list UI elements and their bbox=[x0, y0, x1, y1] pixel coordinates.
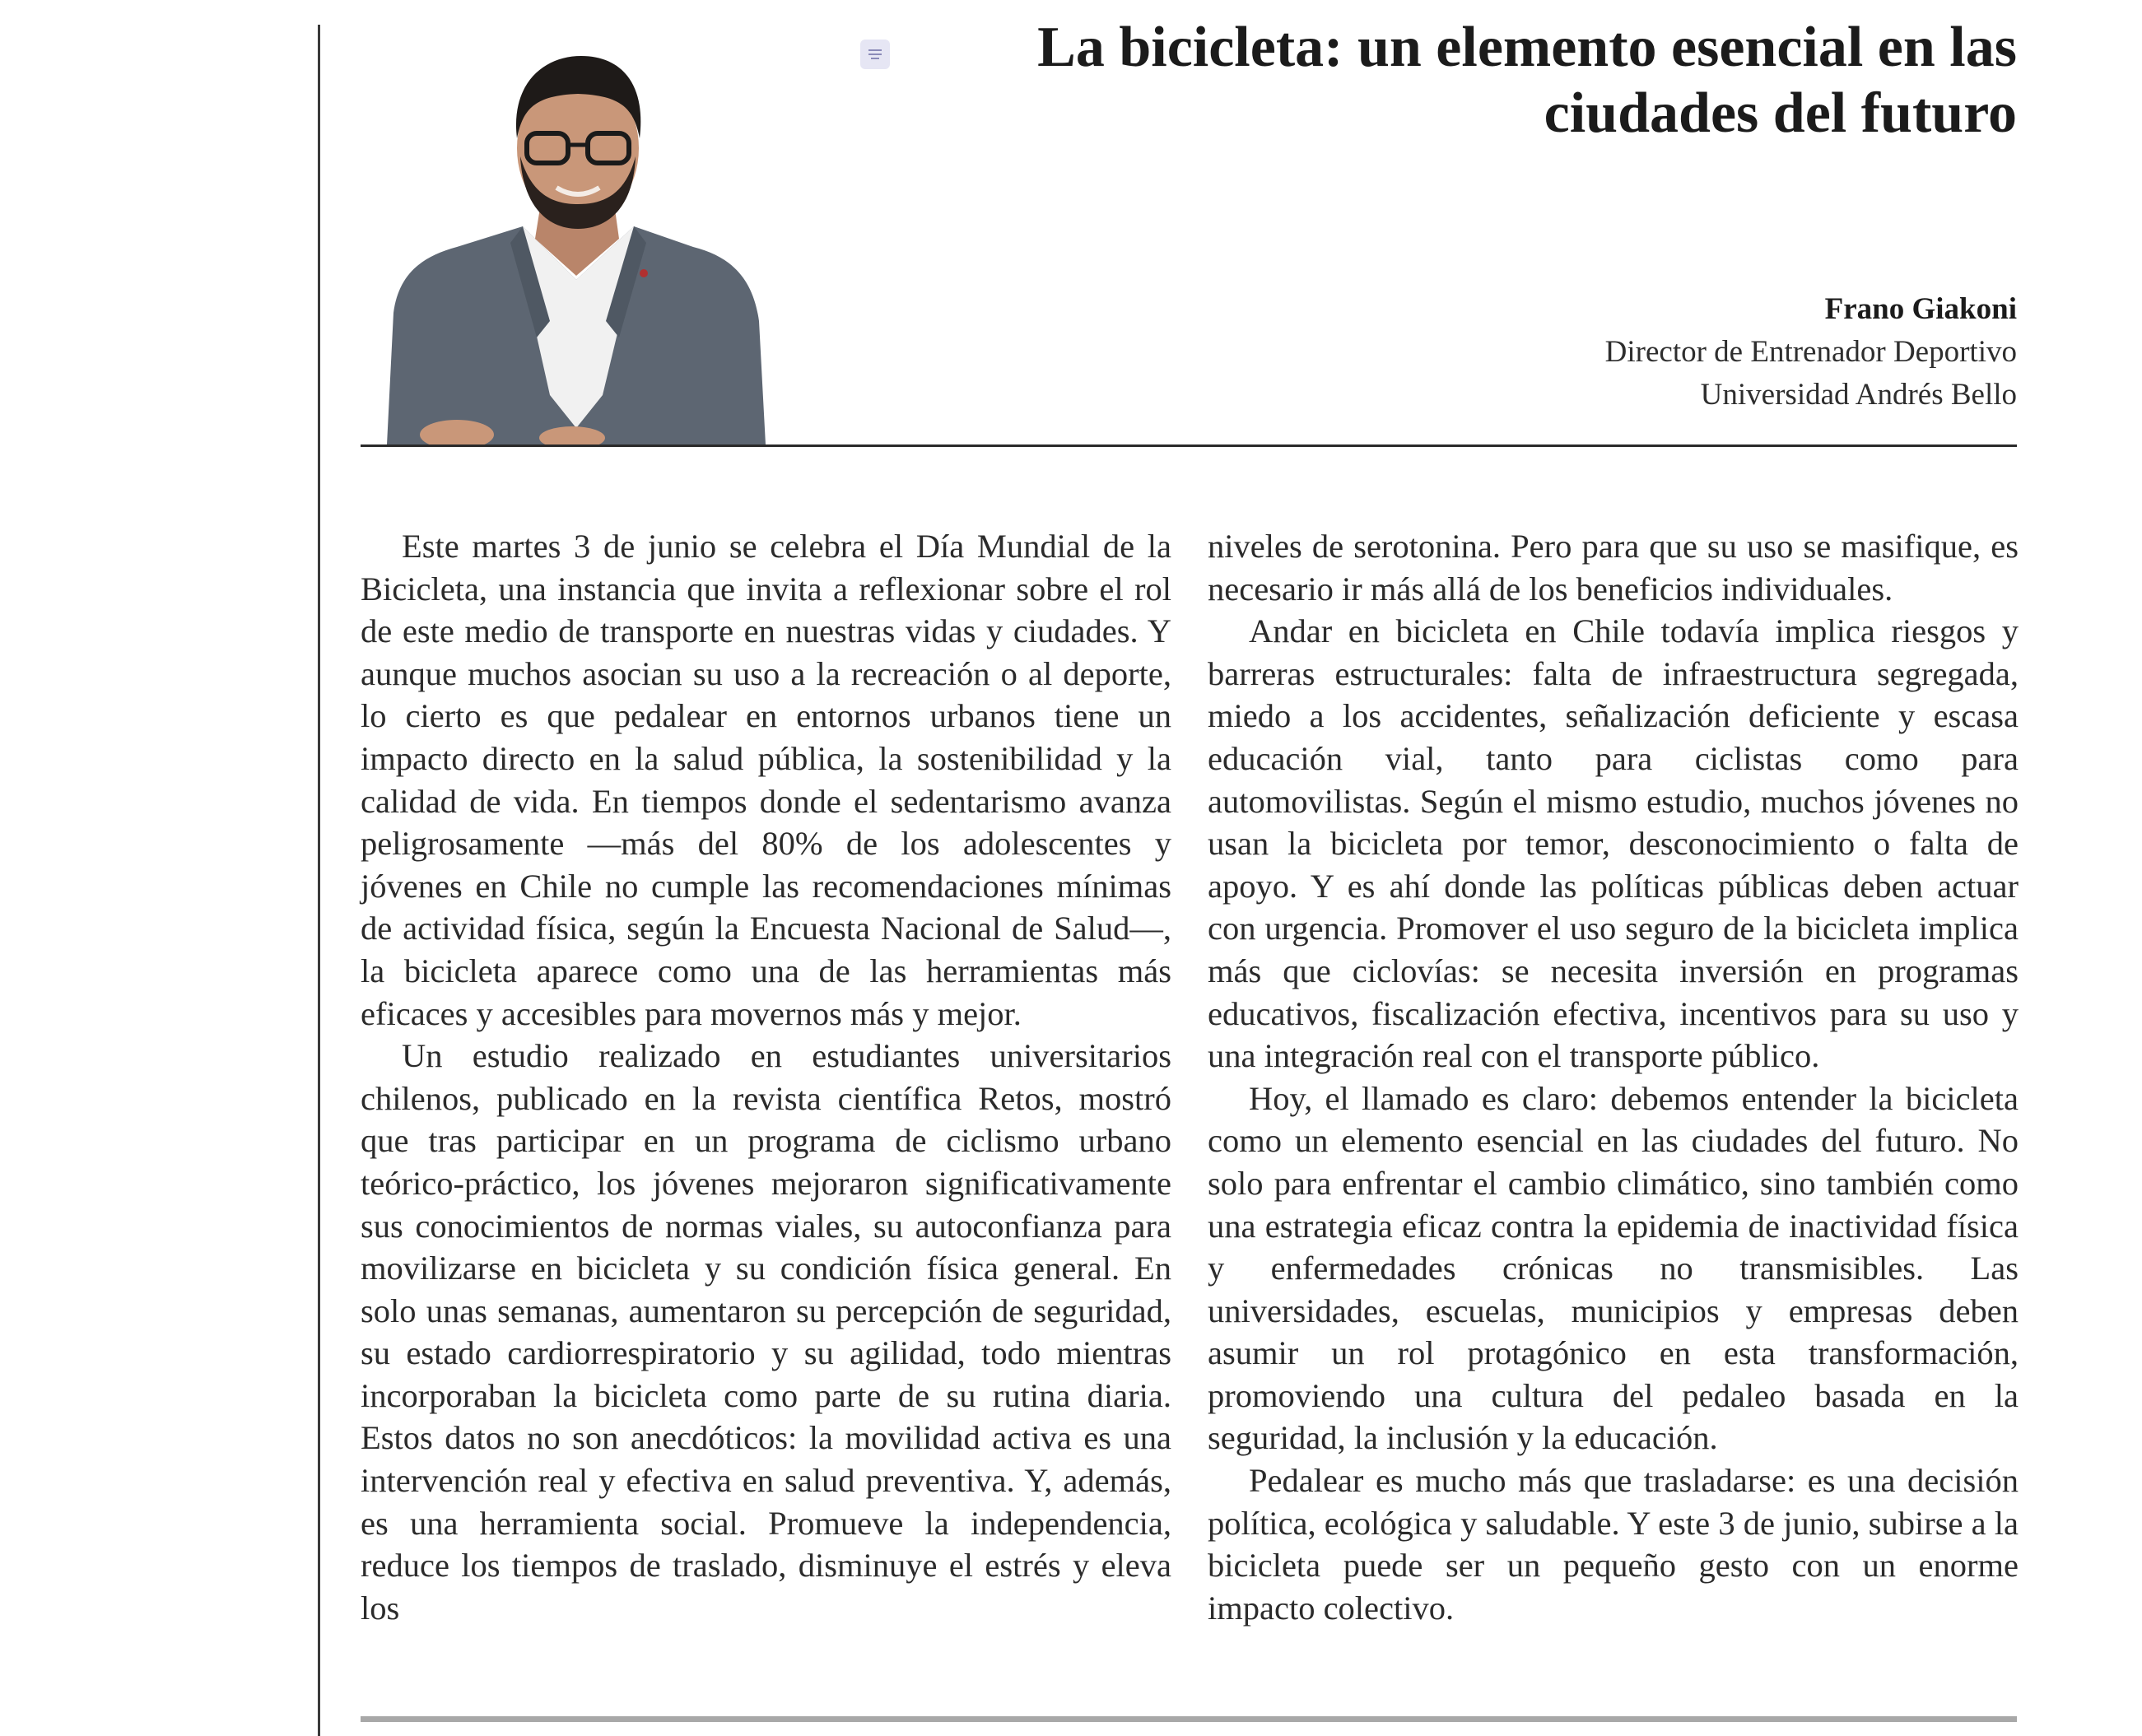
body-paragraph: Pedalear es mucho más que trasladarse: es una decisión política, ecológica y saludable. Y este 3 de junio, subirse a la bicicleta puede ser un pequeño gesto con un enorme impacto colectivo. bbox=[1208, 1462, 2019, 1627]
page-left-rule bbox=[318, 25, 320, 1736]
author-role: Director de Entrenador Deportivo bbox=[1604, 335, 2017, 369]
article-title: La bicicleta: un elemento esencial en las ciudades del futuro bbox=[1037, 16, 2017, 145]
article-column-right bbox=[1208, 525, 2019, 1629]
body-paragraph: Este martes 3 de junio se celebra el Día Mundial de la Bicicleta, una instancia que invita a reflexionar sobre el rol de este medio de transporte en nuestras vidas y ciudades. Y aunque muchos asocian su uso a la recreación o al deporte, lo cierto es que pedalear en entornos urbanos tiene un impacto directo en la salud pública, la sostenibilidad y la calidad de vida. En tiempos donde el sedentarismo avanza peligrosamente —más del 80% de los adolescentes y jóvenes en Chile no cumple las recomendaciones mínimas de actividad física, según la Encuesta Nacional de Salud—, la bicicleta aparece como una de las herramientas más eficaces y accesibles para movernos más y mejor. bbox=[361, 528, 1171, 1032]
header-divider bbox=[361, 444, 2017, 447]
author-byline bbox=[1276, 288, 2017, 417]
author-photo bbox=[387, 41, 766, 444]
body-paragraph: Andar en bicicleta en Chile todavía implica riesgos y barreras estructurales: falta de infraestructura segregada, miedo a los accidentes, señalización deficiente y escasa educación vial, tanto para ciclistas como para automovilistas. Según el mismo estudio, muchos jóvenes no usan la bicicleta por temor, desconocimiento o falta de apoyo. Y es ahí donde las políticas públicas deben actuar con urgencia. Promover el uso seguro de la bicicleta implica más que ciclovías: se necesita inversión en programas educativos, fiscalización efectiva, incentivos para su uso y una integración real con el transporte público. bbox=[1208, 612, 2019, 1075]
author-name: Frano Giakoni bbox=[1824, 292, 2017, 326]
body-paragraph: Hoy, el llamado es claro: debemos entender la bicicleta como un elemento esencial en las ciudades del futuro. No solo para enfrentar el cambio climático, sino también como una estrategia eficaz contra la epidemia de inactividad física y enfermedades crónicas no transmisibles. Las universidades, escuelas, municipios y empresas deben asumir un rol protagónico en esta transformación, promoviendo una cultura del pedaleo basada en la seguridad, la inclusión y la educación. bbox=[1208, 1079, 2019, 1457]
body-paragraph: Un estudio realizado en estudiantes universitarios chilenos, publicado en la revista científica Retos, mostró que tras participar en un programa de ciclismo urbano teórico-práctico, los jóvenes mejoraron significativamente sus conocimientos de normas viales, su autoconfianza para movilizarse en bicicleta y su condición física general. En solo unas semanas, aumentaron su percepción de seguridad, su estado cardiorrespiratorio y su agilidad, todo mientras incorporaban la bicicleta como parte de su rutina diaria. Estos datos no son anecdóticos: la movilidad activa es una intervención real y efectiva en salud preventiva. Y, además, es una herramienta social. Promueve la independencia, reduce los tiempos de traslado, disminuye el estrés y eleva los bbox=[361, 1037, 1171, 1627]
footer-divider bbox=[361, 1716, 2017, 1722]
body-paragraph-continuation: niveles de serotonina. Pero para que su uso se masifique, es necesario ir más allá de los beneficios individuales. bbox=[1208, 528, 2019, 607]
article-column-left bbox=[361, 525, 1171, 1629]
author-institution: Universidad Andrés Bello bbox=[1700, 378, 2017, 412]
